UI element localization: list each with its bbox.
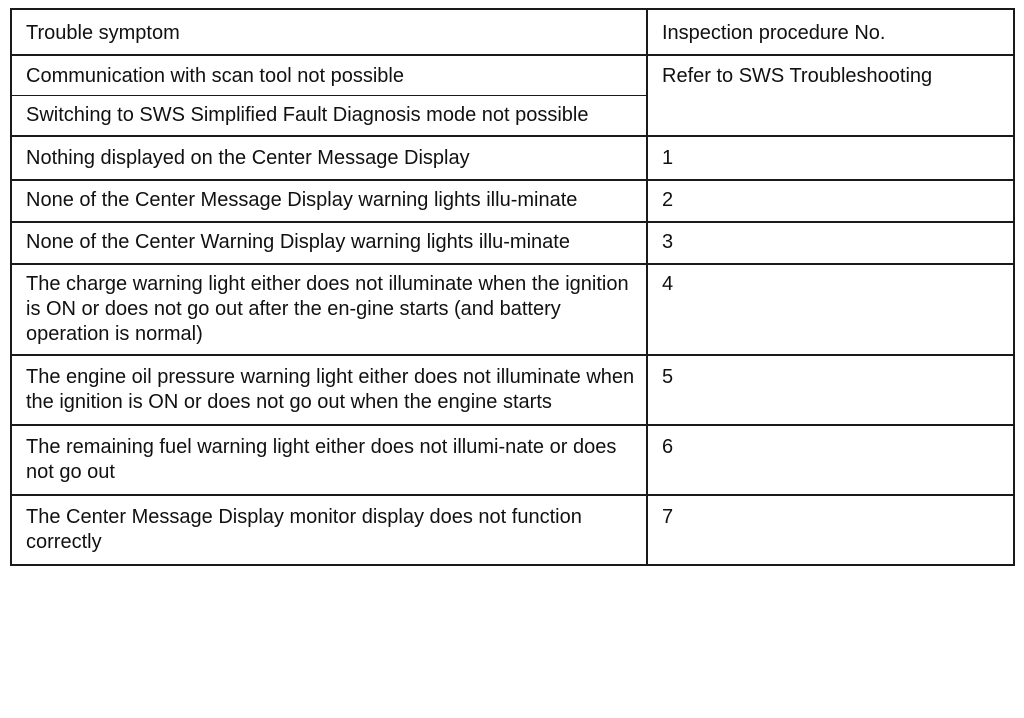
- symptom-cell: Communication with scan tool not possible: [11, 55, 647, 96]
- header-inspection-procedure: Inspection procedure No.: [647, 9, 1014, 55]
- procedure-cell: 4: [647, 264, 1014, 355]
- procedure-cell: 5: [647, 355, 1014, 425]
- table-row: [11, 495, 1014, 565]
- trouble-symptom-table: [10, 8, 1015, 566]
- table-header-row: [11, 9, 1014, 55]
- symptom-cell: Switching to SWS Simplified Fault Diagnosis mode not possible: [11, 96, 647, 137]
- symptom-cell: The engine oil pressure warning light either does not illuminate when the ignition is ON or does not go out when the engine starts: [11, 355, 647, 425]
- symptom-cell: None of the Center Warning Display warning lights illu-minate: [11, 222, 647, 264]
- procedure-cell: 6: [647, 425, 1014, 495]
- symptom-cell: None of the Center Message Display warning lights illu-minate: [11, 180, 647, 222]
- procedure-cell: 1: [647, 136, 1014, 180]
- table-row: [11, 425, 1014, 495]
- symptom-cell: Nothing displayed on the Center Message Display: [11, 136, 647, 180]
- table-row: [11, 180, 1014, 222]
- procedure-cell: Refer to SWS Troubleshooting: [647, 55, 1014, 136]
- symptom-cell: The charge warning light either does not illuminate when the ignition is ON or does not go out after the en-gine starts (and battery operation is normal): [11, 264, 647, 355]
- table-row: [11, 264, 1014, 355]
- procedure-cell: 7: [647, 495, 1014, 565]
- procedure-cell: 3: [647, 222, 1014, 264]
- table-row: [11, 355, 1014, 425]
- symptom-cell: The Center Message Display monitor display does not function correctly: [11, 495, 647, 565]
- procedure-cell: 2: [647, 180, 1014, 222]
- symptom-cell: The remaining fuel warning light either does not illumi-nate or does not go out: [11, 425, 647, 495]
- table-row: [11, 55, 1014, 96]
- table-row: [11, 222, 1014, 264]
- header-trouble-symptom: Trouble symptom: [11, 9, 647, 55]
- table-row: [11, 136, 1014, 180]
